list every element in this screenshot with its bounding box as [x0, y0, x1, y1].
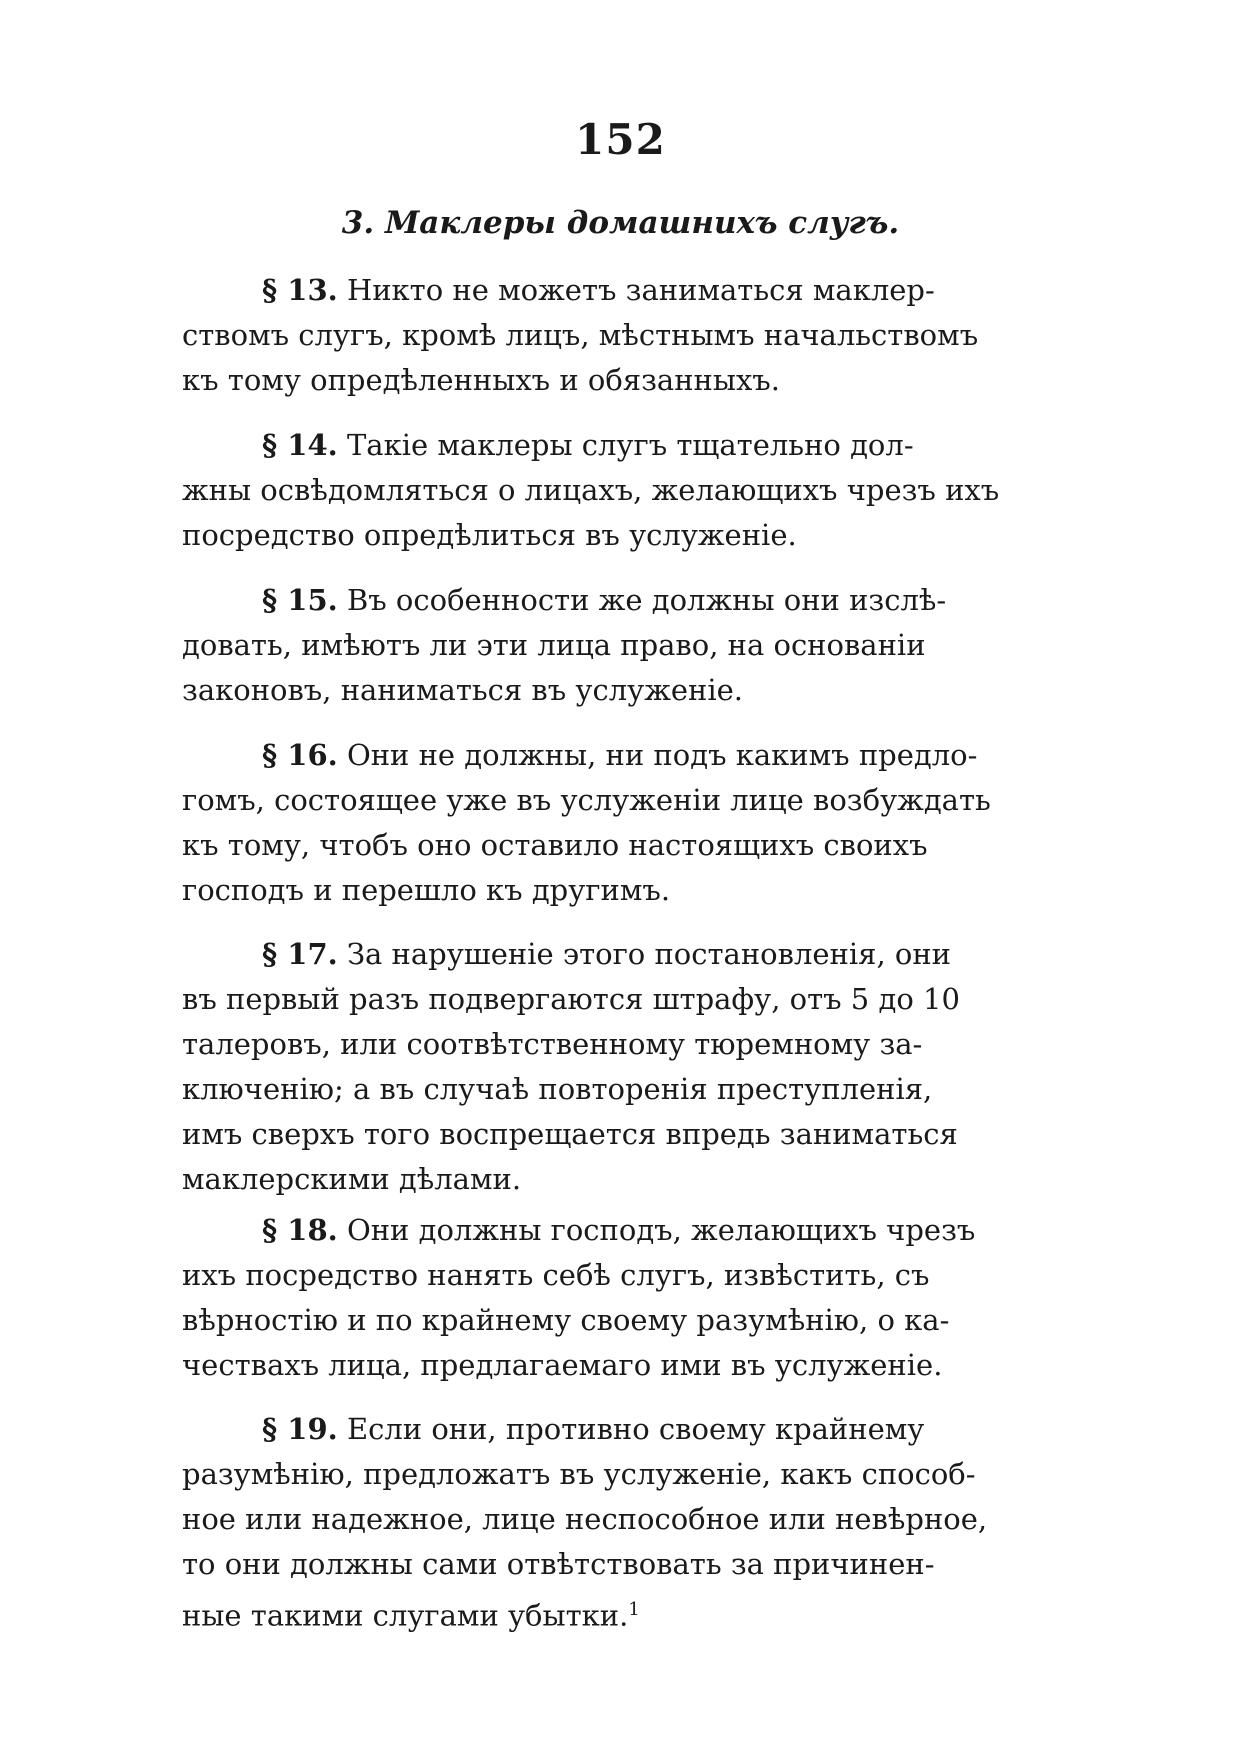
- paragraph-17: [182, 932, 1062, 1202]
- paragraph-line: ное или надежное, лице неспособное или невѣрное,: [182, 1502, 988, 1536]
- paragraph-line: посредство опредѣлиться въ услуженіе.: [182, 518, 797, 552]
- paragraph-line: законовъ, наниматься въ услуженіе.: [182, 673, 744, 707]
- paragraph-line: талеровъ, или соотвѣтственному тюремному за-: [182, 1027, 923, 1061]
- section-heading: 3. Маклеры домашнихъ слугъ.: [341, 205, 900, 241]
- section-number: § 13.: [262, 273, 338, 307]
- paragraph-line: то они должны сами отвѣтствовать за причинен-: [182, 1547, 935, 1581]
- paragraph-line: ствомъ слугъ, кромѣ лицъ, мѣстнымъ начальствомъ: [182, 318, 979, 352]
- paragraph-line: къ тому опредѣленныхъ и обязанныхъ.: [182, 363, 780, 397]
- paragraph-16: [182, 733, 1062, 913]
- paragraph-line: ихъ посредство нанять себѣ слугъ, извѣстить, съ: [182, 1258, 930, 1292]
- paragraph-14: [182, 423, 1062, 558]
- paragraph-line: вѣрностію и по крайнему своему разумѣнію, о ка-: [182, 1303, 950, 1337]
- paragraph-15: [182, 578, 1062, 713]
- page-number: 152: [575, 115, 666, 164]
- paragraph-line: § 16. Они не должны, ни подъ какимъ предло-: [262, 738, 978, 772]
- paragraph-13: [182, 268, 1062, 403]
- paragraph-line: § 18. Они должны господъ, желающихъ чрезъ: [262, 1213, 976, 1247]
- paragraph-line: чествахъ лица, предлагаемаго ими въ услуженіе.: [182, 1348, 943, 1382]
- paragraph-line: имъ сверхъ того воспрещается впредь заниматься: [182, 1117, 958, 1151]
- paragraph-line: § 15. Въ особенности же должны они изслѣ-: [262, 583, 947, 617]
- paragraph-line: гомъ, состоящее уже въ услуженіи лице возбуждать: [182, 783, 991, 817]
- paragraph-line: господъ и перешло къ другимъ.: [182, 873, 671, 907]
- paragraph-line: § 19. Если они, противно своему крайнему: [262, 1412, 925, 1446]
- paragraph-line: довать, имѣютъ ли эти лица право, на основаніи: [182, 628, 926, 662]
- paragraph-line: къ тому, чтобъ оно оставило настоящихъ своихъ: [182, 828, 928, 862]
- section-number: § 18.: [262, 1213, 338, 1247]
- paragraph-line: ные такими слугами убытки.$^1$: [182, 1598, 640, 1633]
- paragraph-line: ключенію; а въ случаѣ повторенія преступленія,: [182, 1072, 933, 1106]
- paragraph-line: жны освѣдомляться о лицахъ, желающихъ чрезъ ихъ: [182, 473, 1000, 507]
- paragraph-line: § 13. Никто не можетъ заниматься маклер-: [262, 273, 935, 307]
- footnote-mark: 1: [628, 1599, 640, 1620]
- section-number: § 19.: [262, 1412, 338, 1446]
- section-number: § 16.: [262, 738, 338, 772]
- section-number: § 14.: [262, 428, 338, 462]
- paragraph-line: разумѣнію, предложатъ въ услуженіе, какъ способ-: [182, 1457, 976, 1491]
- paragraph-line: § 14. Такіе маклеры слугъ тщательно дол-: [262, 428, 914, 462]
- section-number: § 15.: [262, 583, 338, 617]
- paragraph-line: § 17. За нарушеніе этого постановленія, они: [262, 937, 951, 971]
- section-number: § 17.: [262, 937, 338, 971]
- paragraph-18: [182, 1208, 1062, 1388]
- paragraph-line: въ первый разъ подвергаются штрафу, отъ 5 до 10: [182, 982, 960, 1016]
- paragraph-line: маклерскими дѣлами.: [182, 1162, 522, 1196]
- paragraph-19: [182, 1407, 1062, 1639]
